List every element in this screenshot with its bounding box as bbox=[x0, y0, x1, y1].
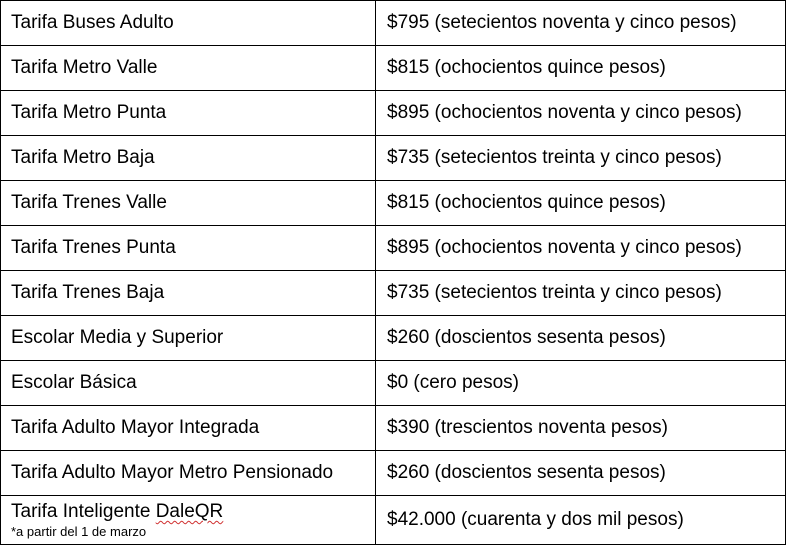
fare-name: Tarifa Metro Punta bbox=[1, 91, 376, 136]
fare-row-daleqr bbox=[1, 496, 786, 545]
fare-row bbox=[1, 361, 786, 406]
fare-name: Tarifa Adulto Mayor Integrada bbox=[1, 406, 376, 451]
fare-name-brand: DaleQR bbox=[155, 501, 224, 522]
fare-row bbox=[1, 316, 786, 361]
fare-row bbox=[1, 226, 786, 271]
fare-row bbox=[1, 181, 786, 226]
fare-price: $260 (doscientos sesenta pesos) bbox=[376, 316, 786, 361]
fare-name: Tarifa Metro Baja bbox=[1, 136, 376, 181]
fare-row bbox=[1, 46, 786, 91]
fare-price: $815 (ochocientos quince pesos) bbox=[376, 46, 786, 91]
fare-price: $895 (ochocientos noventa y cinco pesos) bbox=[376, 226, 786, 271]
fare-row bbox=[1, 451, 786, 496]
fare-row bbox=[1, 406, 786, 451]
fare-footnote: *a partir del 1 de marzo bbox=[11, 524, 147, 539]
fare-price: $390 (trescientos noventa pesos) bbox=[376, 406, 786, 451]
fare-price: $795 (setecientos noventa y cinco pesos) bbox=[376, 1, 786, 46]
fare-name-cell bbox=[1, 496, 376, 545]
fare-row bbox=[1, 91, 786, 136]
fare-table-body bbox=[1, 1, 786, 545]
fare-price: $0 (cero pesos) bbox=[376, 361, 786, 406]
fare-name: Tarifa Buses Adulto bbox=[1, 1, 376, 46]
fare-name: Escolar Básica bbox=[1, 361, 376, 406]
fare-row bbox=[1, 271, 786, 316]
fare-name: Tarifa Trenes Punta bbox=[1, 226, 376, 271]
fare-name-prefix: Tarifa Inteligente bbox=[11, 501, 156, 522]
fare-name bbox=[11, 501, 375, 523]
fare-name: Escolar Media y Superior bbox=[1, 316, 376, 361]
fare-name: Tarifa Trenes Baja bbox=[1, 271, 376, 316]
fare-row bbox=[1, 1, 786, 46]
fare-name: Tarifa Metro Valle bbox=[1, 46, 376, 91]
fare-price: $260 (doscientos sesenta pesos) bbox=[376, 451, 786, 496]
fare-price: $815 (ochocientos quince pesos) bbox=[376, 181, 786, 226]
fare-name: Tarifa Adulto Mayor Metro Pensionado bbox=[1, 451, 376, 496]
fare-name: Tarifa Trenes Valle bbox=[1, 181, 376, 226]
fare-price: $895 (ochocientos noventa y cinco pesos) bbox=[376, 91, 786, 136]
fare-row bbox=[1, 136, 786, 181]
fare-price: $735 (setecientos treinta y cinco pesos) bbox=[376, 136, 786, 181]
fare-price: $42.000 (cuarenta y dos mil pesos) bbox=[376, 496, 786, 545]
fare-price: $735 (setecientos treinta y cinco pesos) bbox=[376, 271, 786, 316]
